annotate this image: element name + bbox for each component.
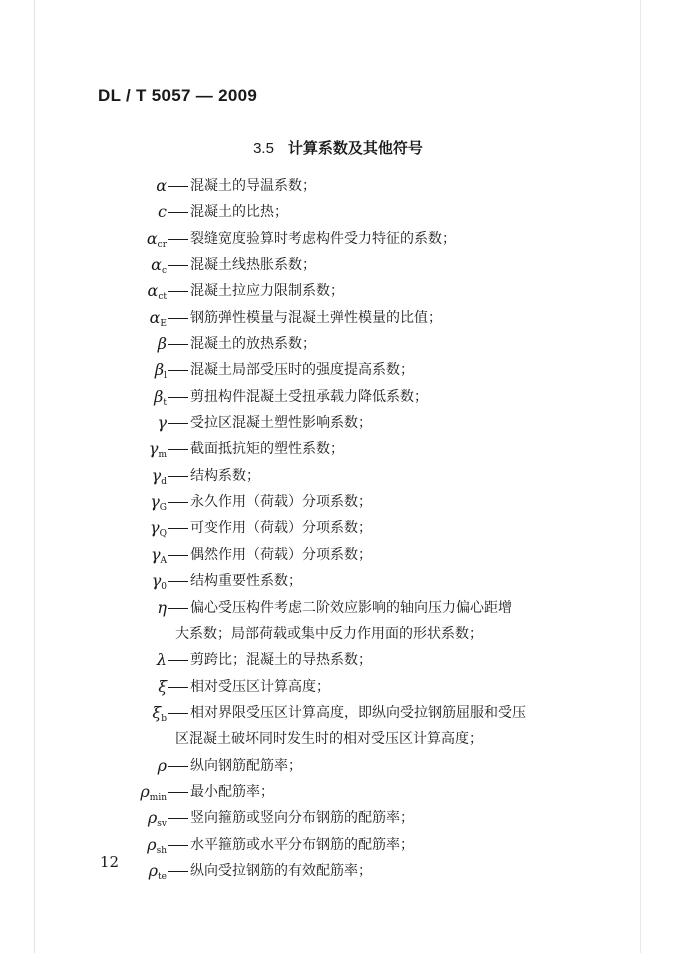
symbol-notation <box>158 674 167 700</box>
symbol-entry <box>0 331 676 357</box>
symbol-entry <box>0 515 676 541</box>
symbol-entry <box>0 410 676 436</box>
symbol-base: ρ <box>147 808 158 828</box>
symbol-subscript: sh <box>156 845 167 856</box>
symbol-base: ρ <box>148 860 159 880</box>
symbol-description: 受拉区混凝土塑性影响系数； <box>190 415 372 432</box>
definition-dash <box>168 608 188 609</box>
symbol-description: 截面抵抗矩的塑性系数； <box>190 441 344 458</box>
symbol-description: 剪扭构件混凝土受扭承载力降低系数； <box>190 388 428 405</box>
definition-dash <box>168 766 188 767</box>
symbol-base: γ <box>150 518 160 538</box>
symbol-entry <box>0 779 676 805</box>
symbol-description: 混凝土局部受压时的强度提高系数； <box>190 362 414 379</box>
definition-dash <box>168 370 188 371</box>
symbol-subscript: ct <box>158 292 167 303</box>
symbol-base: γ <box>157 413 167 433</box>
symbol-base: α <box>151 255 162 275</box>
symbol-base: α <box>156 176 167 195</box>
symbol-notation <box>157 410 167 436</box>
symbol-description-continued: 大系数；局部荷载或集中反力作用面的形状系数； <box>175 625 483 642</box>
symbol-entry <box>0 436 676 462</box>
symbol-description: 混凝土拉应力限制系数； <box>190 283 344 300</box>
symbol-notation <box>158 331 167 357</box>
symbol-description: 最小配筋率； <box>190 783 274 800</box>
symbol-subscript: sv <box>157 819 167 830</box>
symbol-base: λ <box>156 650 167 670</box>
symbol-description: 永久作用（荷载）分项系数； <box>190 494 372 511</box>
symbol-description: 纵向受拉钢筋的有效配筋率； <box>190 862 372 879</box>
symbol-subscript: cr <box>157 239 167 250</box>
symbol-notation <box>152 700 167 732</box>
section-title-text: 计算系数及其他符号 <box>287 140 423 157</box>
definition-dash <box>168 476 188 477</box>
symbol-description: 结构重要性系数； <box>190 573 302 590</box>
symbol-entry <box>0 357 676 383</box>
definition-dash <box>168 449 188 450</box>
symbol-base: ρ <box>140 781 150 801</box>
symbol-base: β <box>154 360 165 380</box>
definition-dash <box>168 713 188 714</box>
symbol-base: γ <box>150 492 160 512</box>
definition-dash <box>168 318 188 319</box>
symbol-entry <box>0 700 676 753</box>
symbol-description: 偏心受压构件考虑二阶效应影响的轴向压力偏心距增 <box>190 599 512 616</box>
symbol-subscript: E <box>160 318 167 329</box>
definition-dash <box>168 528 188 529</box>
symbol-entry <box>0 278 676 304</box>
definition-dash <box>168 502 188 503</box>
definition-dash <box>168 397 188 398</box>
symbol-base: β <box>157 334 167 354</box>
definition-dash <box>168 660 188 661</box>
definition-dash <box>168 555 188 556</box>
definition-dash <box>168 344 188 345</box>
symbol-subscript: t <box>163 397 167 408</box>
symbol-base: α <box>146 228 158 248</box>
symbol-description: 相对界限受压区计算高度，即纵向受拉钢筋屈服和受压 <box>190 704 526 721</box>
symbol-subscript: b <box>161 713 167 724</box>
symbol-definition-list <box>0 173 676 884</box>
symbol-entry <box>0 173 676 199</box>
symbol-subscript: Q <box>159 529 167 540</box>
symbol-description-continued: 区混凝土破坏同时发生时的相对受压区计算高度； <box>175 731 483 748</box>
symbol-entry <box>0 489 676 515</box>
symbol-description: 可变作用（荷载）分项系数； <box>190 520 372 537</box>
symbol-description: 结构系数； <box>190 467 260 484</box>
standard-code-header: DL / T 5057 — 2009 <box>98 86 258 105</box>
symbol-description: 水平箍筋或水平分布钢筋的配筋率； <box>190 836 414 853</box>
definition-dash <box>168 291 188 292</box>
symbol-base: γ <box>148 439 159 459</box>
definition-dash <box>168 265 188 266</box>
symbol-entry <box>0 568 676 594</box>
symbol-description: 混凝土线热胀系数； <box>190 257 316 274</box>
symbol-subscript: te <box>158 871 167 882</box>
symbol-entry <box>0 805 676 831</box>
symbol-notation <box>156 173 167 199</box>
definition-dash <box>168 423 188 424</box>
symbol-notation <box>157 595 167 621</box>
symbol-description: 混凝土的导温系数； <box>190 178 316 194</box>
symbol-entry <box>0 542 676 568</box>
definition-dash <box>168 792 188 793</box>
definition-dash <box>168 818 188 819</box>
symbol-entry <box>0 647 676 673</box>
symbol-subscript: c <box>161 266 167 277</box>
symbol-base: γ <box>151 465 162 485</box>
symbol-subscript: d <box>161 476 167 487</box>
symbol-entry <box>0 384 676 410</box>
symbol-subscript: min <box>149 792 167 803</box>
definition-dash <box>168 845 188 846</box>
symbol-description: 相对受压区计算高度； <box>190 678 330 695</box>
symbol-base: ξ <box>158 676 167 696</box>
symbol-description: 纵向钢筋配筋率； <box>190 757 302 774</box>
symbol-subscript: 0 <box>161 582 167 593</box>
symbol-entry <box>0 226 676 252</box>
symbol-base: β <box>154 386 164 406</box>
symbol-subscript: m <box>158 450 167 461</box>
definition-dash <box>168 186 188 187</box>
symbol-description: 钢筋弹性模量与混凝土弹性模量的比值； <box>190 309 442 326</box>
symbol-description: 剪跨比；混凝土的导热系数； <box>190 652 372 669</box>
section-heading <box>0 137 676 158</box>
definition-dash <box>168 687 188 688</box>
symbol-description: 混凝土的放热系数； <box>190 336 316 353</box>
symbol-entry <box>0 753 676 779</box>
symbol-entry <box>0 674 676 700</box>
symbol-entry <box>0 595 676 648</box>
symbol-entry <box>0 252 676 278</box>
symbol-notation <box>158 199 167 225</box>
symbol-description: 裂缝宽度验算时考虑构件受力特征的系数； <box>190 230 456 247</box>
symbol-subscript: G <box>159 503 167 514</box>
symbol-base: ρ <box>147 834 157 854</box>
page-number: 12 <box>100 853 120 871</box>
symbol-base: γ <box>151 571 162 591</box>
symbol-description: 混凝土的比热； <box>190 204 288 221</box>
symbol-description: 竖向箍筋或竖向分布钢筋的配筋率； <box>190 810 414 827</box>
symbol-base: α <box>149 307 161 327</box>
symbol-entry <box>0 199 676 225</box>
symbol-subscript: A <box>160 555 167 566</box>
symbol-base: η <box>157 597 167 617</box>
definition-dash <box>168 212 188 213</box>
symbol-description: 偶然作用（荷载）分项系数； <box>190 546 372 563</box>
section-number: 3.5 <box>253 140 274 157</box>
symbol-base: ξ <box>152 702 162 722</box>
symbol-notation <box>149 858 167 890</box>
symbol-base: α <box>147 281 159 301</box>
symbol-entry <box>0 463 676 489</box>
symbol-entry <box>0 305 676 331</box>
symbol-notation <box>158 753 167 779</box>
symbol-subscript: l <box>164 371 167 382</box>
definition-dash <box>168 581 188 582</box>
symbol-notation <box>157 647 167 673</box>
definition-dash <box>168 871 188 872</box>
symbol-base: ρ <box>157 755 167 775</box>
definition-dash <box>168 239 188 240</box>
symbol-base: c <box>158 202 167 222</box>
symbol-base: γ <box>150 544 161 564</box>
